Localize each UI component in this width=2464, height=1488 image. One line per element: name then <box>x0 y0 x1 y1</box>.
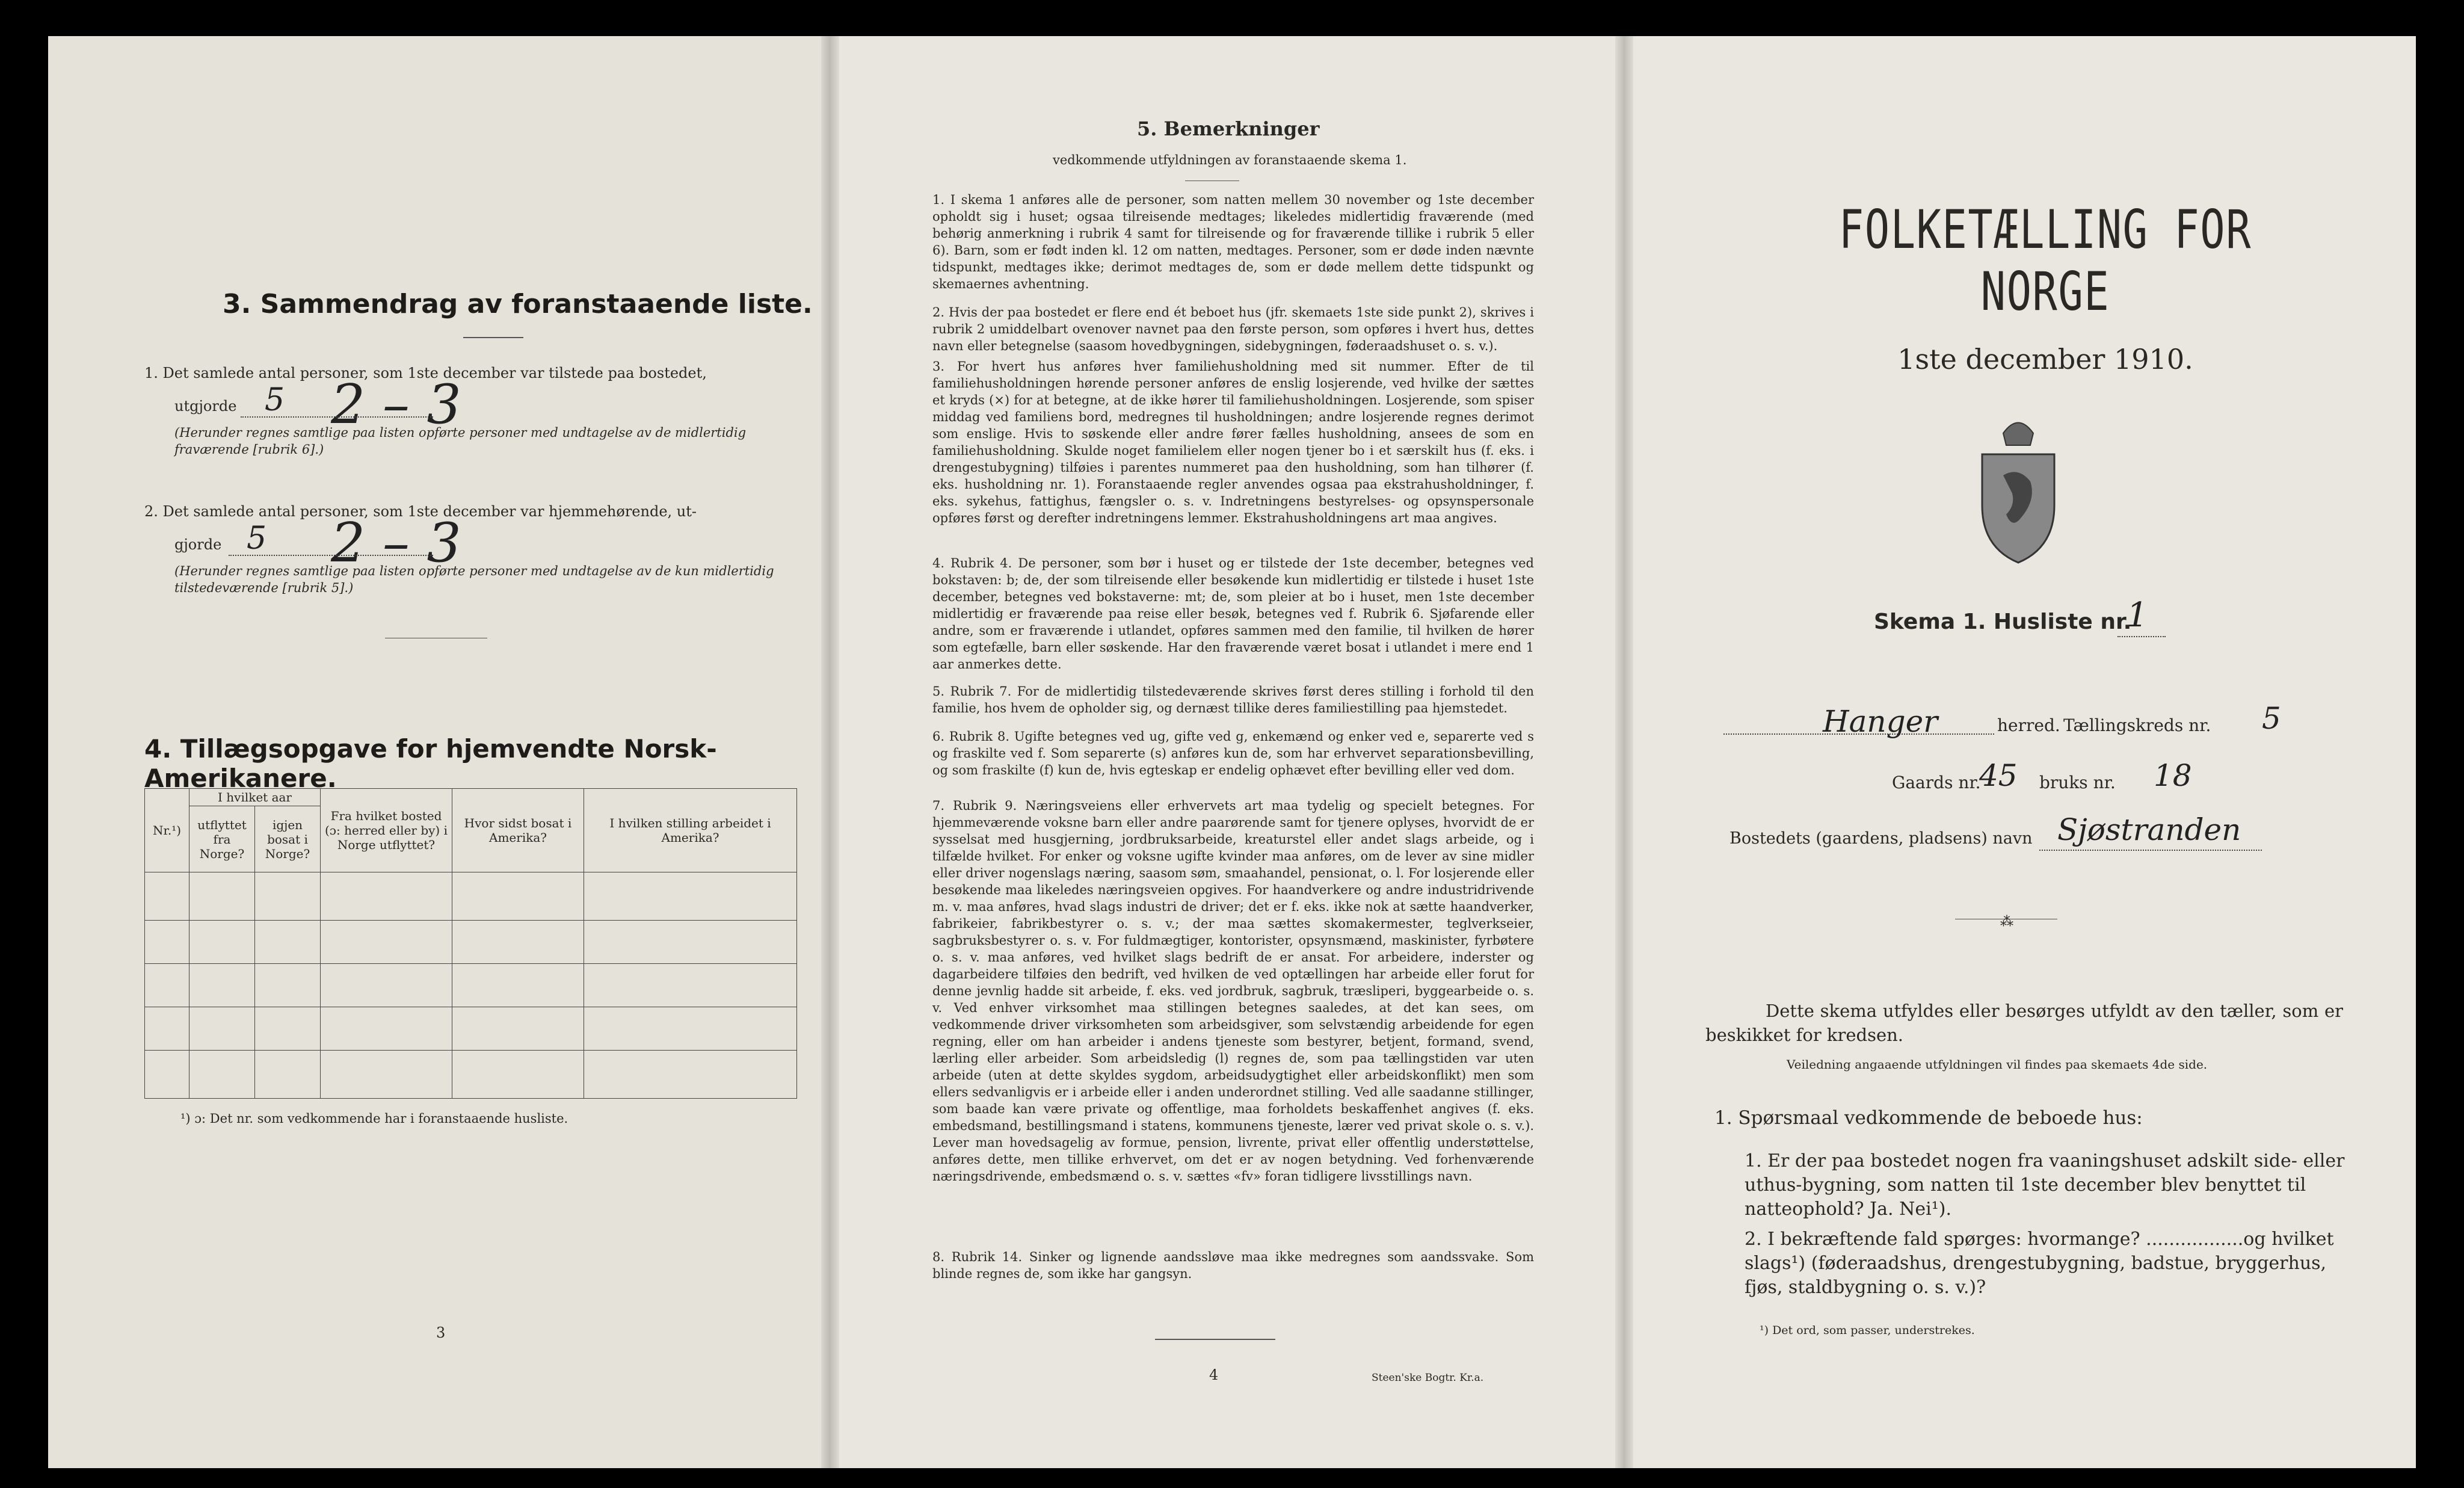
printer-mark: Steen'ske Bogtr. Kr.a. <box>1372 1372 1484 1384</box>
col-last-residence: Hvor sidst bosat i Amerika? <box>452 789 584 872</box>
table-row <box>145 921 797 964</box>
schema-label: Skema 1. Husliste nr. <box>1874 610 2132 634</box>
col-nr: Nr.¹) <box>145 789 189 872</box>
page-number: 4 <box>1209 1366 1219 1383</box>
item2-note: (Herunder regnes samtlige paa listen opførte personer med undtagelse av de kun midlertidig tilstedeværende [rubrik 5].) <box>174 564 774 595</box>
husliste-line <box>2118 635 2166 637</box>
col-emigrated: utflyttet fra Norge? <box>189 806 255 872</box>
bosted-line <box>2039 848 2262 851</box>
bruks-value: 18 <box>2154 758 2192 793</box>
item1-value: 5 <box>265 382 285 418</box>
section3-title: 3. Sammendrag av foranstaaende liste. <box>223 289 813 320</box>
remark-7: 7. Rubrik 9. Næringsveiens eller erhvervets art maa tydelig og specielt betegnes. For hjemmeværende voksne barn eller andre paarørende samt for tjenere oplyses, hvorvidt de er sysselsat med husgjerning, jordbruksarbeide, kreaturstel eller andet slags arbeide, og i tilfælde hvilket. For enker og voksne ugifte kvinder maa anføres, om de lever av sine midler eller driver nogenslags næring, saasom søm, smaahandel, pensionat, o. l. For losjerende eller besøkende maa likeledes næringsveien opgives. For haandverkere og andre industridrivende m. v. maa anføres, hvad slags industri de driver; det er f. eks. ikke nok at sætte haandverker, fabrikeier, fabrikbestyrer o. s. v.; der maa sættes skomakermester, teglverkseier, sagbruksbestyrer o. s. v. For fuldmægtiger, kontorister, opsynsmænd, maskinister, fyrbøtere o. s. v. maa anføres, ved hvilket slags bedrift de er ansat. For arbeidere, inderster og dagarbeidere tilføies den bedrift, ved hvilken de ved optællingen har arbeide eller forut for denne jevnlig hadde sit arbeide, f. eks. ved jordbruk, sagbruk, træsliperi, byggearbeide o. s. v. Ved enhver virksomhet maa stillingen betegnes saaledes, at det kan sees, om vedkommende driver virksomheten som arbeidsgiver, som selvstændig arbeidende for egen regning, eller om han arbeider i andens tjeneste som bestyrer, betjent, formand, svend, lærling eller arbeider. Som arbeidsledig (l) regnes de, som paa tællingstiden var uten arbeide (uten at dette skyldes sygdom, arbeidsudygtighet eller arbeidskonflikt) men som ellers sedvanligvis er i arbeide eller i anden underordnet stilling. Ved alle saadanne stillinger, som baade kan være private og offentlige, maa forholdets beskaffenhet angives (f. eks. embedsmand, bestillingsmand i statens, kommunens tjeneste, lærer ved privat skole o. s. v.). Lever man hovedsagelig av formue, pension, livrente, privat eller offentlig understøttelse, anføres dette, men tillike erhvervet, om det er av nogen betydning. Ved forhenværende næringsdrivende, embedsmænd o. s. v. sættes «fv» foran tidligere livsstillings navn. <box>932 798 1534 1184</box>
remarks-title: 5. Bemerkninger <box>1137 117 1320 140</box>
remark-4: 4. Rubrik 4. De personer, som bør i huset og er tilstede der 1ste december, betegnes ved bokstaven: b; de, der som tilreisende eller besøkende kun midlertidig er tilstede i huset 1ste december, betegnes ved bokstaverne: mt; de, som pleier at bo i huset, men 1ste december midlertidig er fraværende paa reise eller besøk, betegnes ved f. Rubrik 6. Sjøfarende eller andre, som er fraværende i utlandet, opføres sammen med den familie, til hvilken de hører som egtefælle, barn eller søskende. Har den fraværende været bosat i utlandet i mere end 1 aar anmerkes dette. <box>932 556 1534 671</box>
page-number: 3 <box>436 1324 446 1341</box>
item1-label: utgjorde <box>174 398 237 415</box>
col-from-where: Fra hvilket bosted (ɔ: herred eller by) i Norge utflyttet? <box>321 789 452 872</box>
section4-title: 4. Tillægsopgave for hjemvendte Norsk-Amerikanere. <box>144 734 717 793</box>
page-middle <box>830 36 1624 1468</box>
item1-text: 1. Det samlede antal personer, som 1ste december var tilstede paa bostedet, <box>144 365 707 381</box>
husliste-number: 1 <box>2127 596 2148 635</box>
remark-5: 5. Rubrik 7. For de midlertidig tilstedeværende skrives først deres stilling i forhold til den familie, hos hvem de opholder sig, og dernæst tillike deres familiestilling paa hjemstedet. <box>932 684 1534 715</box>
table-row <box>145 1051 797 1099</box>
question-2: 2. I bekræftende fald spørges: hvormange? .................og hvilket slags¹) (føderaadshus, drengestubygning, badstue, bryggerhus, fjøs, staldbygning o. s. v.)? <box>1745 1229 2334 1298</box>
remark-1: 1. I skema 1 anføres alle de personer, som natten mellem 30 november og 1ste december opholdt sig i huset; ogsaa tilreisende medtages; likeledes midlertidig fraværende (med behørig anmerkning i rubrik 4 samt for tilreisende og for fraværende tillike i rubrik 5 eller 6). Barn, som er født inden kl. 12 om natten, medtages. Personer, som er døde inden nævnte tidspunkt, medtages ikke; derimot medtages de, som er døde mellem dette tidspunkt og skemaernes avhentning. <box>932 193 1534 291</box>
page-fold <box>821 36 839 1468</box>
norsk-amerikanere-table <box>144 788 797 1099</box>
table-footnote: ¹) ɔ: Det nr. som vedkommende har i foranstaaende husliste. <box>180 1111 568 1126</box>
ornament: ⁂ <box>2000 915 2013 930</box>
table-row <box>145 1007 797 1051</box>
main-title: FOLKETÆLLING FOR NORGE <box>1838 199 2252 323</box>
kreds-label: Tællingskreds nr. <box>2063 715 2211 735</box>
table-row <box>145 872 797 921</box>
remark-2: 2. Hvis der paa bostedet er flere end ét beboet hus (jfr. skemaets 1ste side punkt 2), skrives i rubrik 2 umiddelbart ovenover navnet paa den første person, som opføres i hvert hus, dettes navn eller betegnelse (saasom hovedbygningen, sidebygningen, føderaadshuset o. s. v.). <box>932 305 1534 353</box>
herred-value: Hanger <box>1823 704 1938 739</box>
herred-label: herred. <box>1997 715 2060 735</box>
item2-value: 5 <box>247 520 267 557</box>
item1-note: (Herunder regnes samtlige paa listen opførte personer med undtagelse av de midlertidig fraværende [rubrik 6].) <box>174 425 747 457</box>
instruction-text: Dette skema utfyldes eller besørges utfyldt av den tæller, som er beskikket for kredsen. <box>1705 1001 2343 1045</box>
gaards-label: Gaards nr. <box>1892 773 1981 792</box>
questions-heading: 1. Spørsmaal vedkommende de beboede hus: <box>1714 1107 2143 1129</box>
bosted-value: Sjøstranden <box>2057 812 2241 847</box>
question-1: 1. Er der paa bostedet nogen fra vaaningshuset adskilt side- eller uthus-bygning, som natten til 1ste december blev benyttet til natteophold? Ja. Nei¹). <box>1745 1150 2345 1220</box>
table-row <box>145 964 797 1007</box>
bruks-label: bruks nr. <box>2039 773 2116 792</box>
item2-text: 2. Det samlede antal personer, som 1ste december var hjemmehørende, ut- <box>144 503 697 520</box>
item2-line <box>229 554 433 556</box>
divider <box>1155 1339 1275 1340</box>
page-left <box>48 36 830 1468</box>
page-fold <box>1615 36 1633 1468</box>
col-occupation: I hvilken stilling arbeidet i Amerika? <box>584 789 797 872</box>
page-footnote: ¹) Det ord, som passer, understrekes. <box>1760 1324 1975 1337</box>
bosted-label: Bostedets (gaardens, pladsens) navn <box>1729 829 2033 848</box>
coat-of-arms-icon <box>1970 409 2066 566</box>
remark-8: 8. Rubrik 14. Sinker og lignende aandssløve maa ikke medregnes som aandssvake. Som blinde regnes de, som ikke har gangsyn. <box>932 1250 1534 1281</box>
gaards-value: 45 <box>1979 758 2018 793</box>
item1-line <box>241 415 433 418</box>
remarks-subtitle: vedkommende utfyldningen av foranstaaende skema 1. <box>1053 153 1407 167</box>
item1-handwritten: 2 – 3 <box>331 373 461 436</box>
item2-handwritten: 2 – 3 <box>331 511 461 575</box>
item2-label: gjorde <box>174 536 222 553</box>
remark-6: 6. Rubrik 8. Ugifte betegnes ved ug, gifte ved g, enkemænd og enker ved e, separerte ved s og fraskilte ved f. Som separerte (s) anføres kun de, som har erhvervet separationsbevilling, og som fraskilte (f) kun de, hvis egteskap er endelig ophævet efter bevilling eller ved dom. <box>932 729 1534 777</box>
page-right <box>1624 36 2416 1468</box>
divider <box>463 337 523 338</box>
guide-text: Veiledning angaaende utfyldningen vil findes paa skemaets 4de side. <box>1787 1057 2208 1072</box>
kreds-value: 5 <box>2262 701 2281 736</box>
col-group-year: I hvilket aar <box>189 789 321 806</box>
col-returned: igjen bosat i Norge? <box>255 806 321 872</box>
remark-3: 3. For hvert hus anføres hver familiehusholdning med sit nummer. Efter de til familiehusholdningen hørende personer anføres de enslig losjerende, ved hvilke der sættes et kryds (×) for at betegne, at de ikke hører til familiehusholdningen. Losjerende, som spiser middag ved familiens bord, medregnes til husholdningen; andre losjerende regnes derimot som enslige. Hvis to søskende eller andre fører fælles husholdning, ansees de som en familiehusholdning. Skulde noget familielem eller nogen tjener bo i et særskilt hus (f. eks. i drengestubygning) tilføies i parentes nummeret paa den husholdning, som han tilhører (f. eks. husholdning nr. 1). Foranstaaende regler anvendes ogsaa paa ekstrahusholdninger, f. eks. sykehus, fattighus, fængsler o. s. v. Indretningens bestyrelses- og opsynspersonale opføres først og derefter indretningens lemmer. Ekstrahusholdningens art maa angives. <box>932 359 1534 525</box>
census-date: 1ste december 1910. <box>1897 343 2193 375</box>
